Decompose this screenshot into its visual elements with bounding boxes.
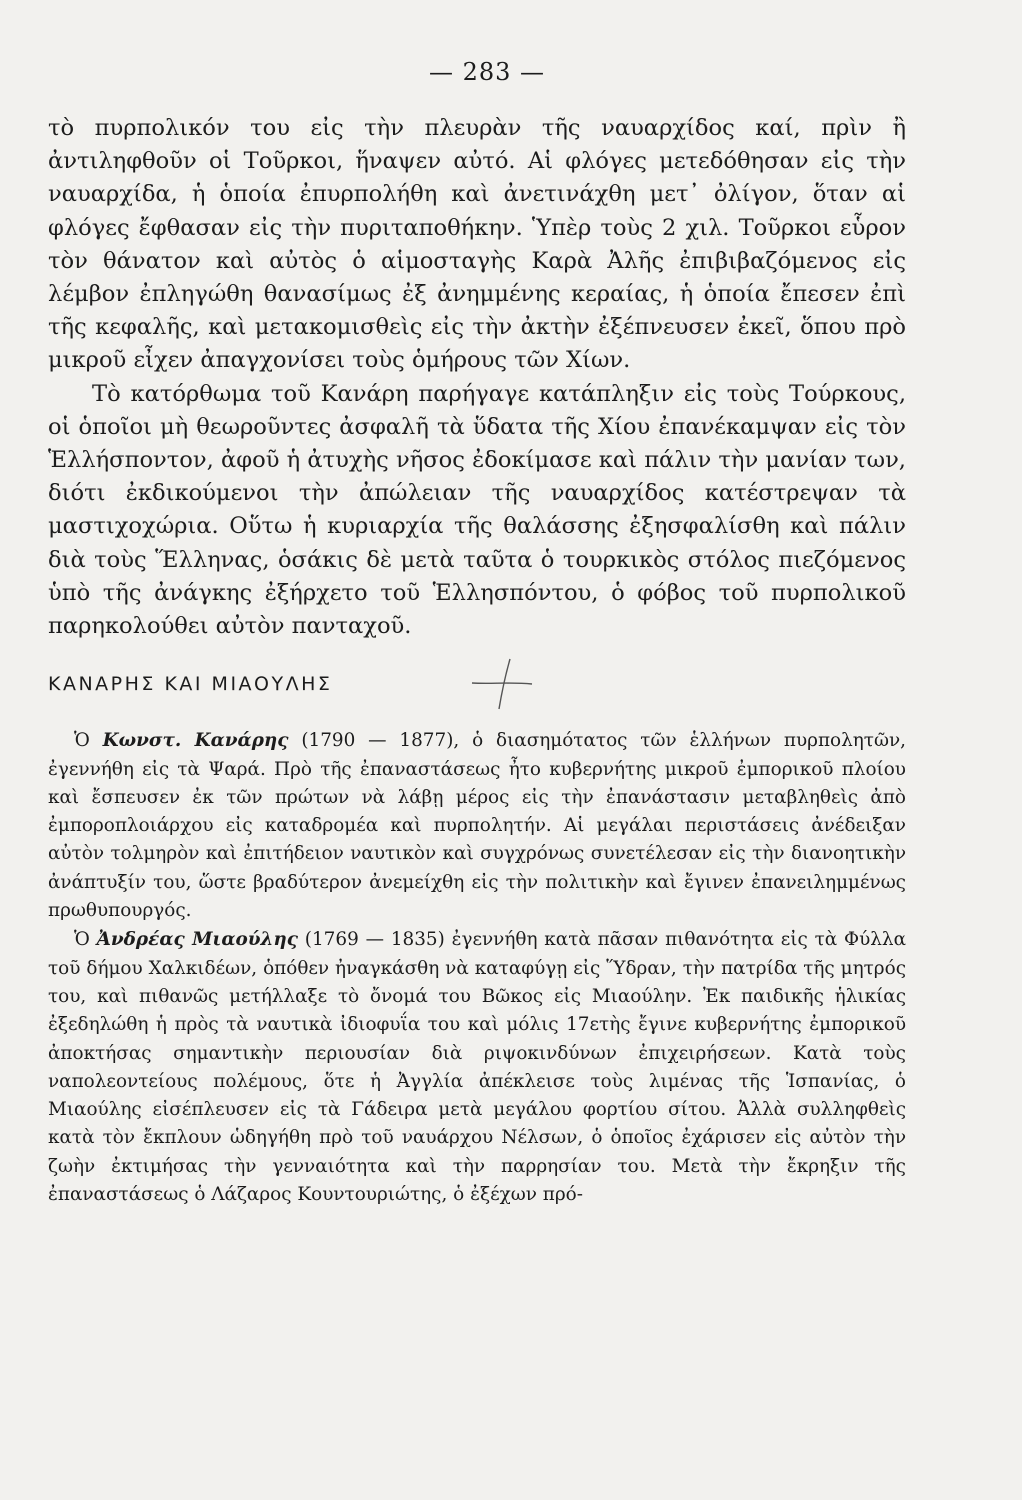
- note-name-kanaris: Κωνστ. Κανάρης: [102, 730, 289, 752]
- main-paragraph-2: Τὸ κατόρθωμα τοῦ Κανάρη παρήγαγε κατάπληξιν εἰς τοὺς Τούρκους, οἱ ὁποῖοι μὴ θεωροῦντες ἀσφαλῆ τὰ ὕδατα τῆς Χίου ἐπανέκαμψαν εἰς τὸν Ἑλλήσποντον, ἀφοῦ ἡ ἀτυχὴς νῆσος ἐδοκίμασε καὶ πάλιν τὴν μανίαν των, διότι ἐκδικούμενοι τὴν ἀπώλειαν τῆς ναυαρχίδος κατέστρεψαν τὰ μαστιχοχώρια. Οὕτω ἡ κυριαρχία τῆς θαλάσσης ἐξησφαλίσθη καὶ πάλιν διὰ τοὺς Ἕλληνας, ὁσάκις δὲ μετὰ ταῦτα ὁ τουρκικὸς στόλος πιεζόμενος ὑπὸ τῆς ἀνάγκης ἐξήρχετο τοῦ Ἑλλησπόντου, ὁ φόβος τοῦ πυρπολικοῦ παρηκολούθει αὐτὸν πανταχοῦ.: [48, 380, 906, 640]
- biographical-notes: [48, 727, 906, 1209]
- handwritten-mark-icon: [466, 653, 536, 713]
- note-lead: Ὁ: [74, 730, 103, 752]
- book-page: [48, 58, 906, 1458]
- main-paragraph-1: τὸ πυρπολικόν του εἰς τὴν πλευρὰν τῆς ναυαρχίδος καί, πρὶν ἢ ἀντιληφθοῦν οἱ Τοῦρκοι, ἥναψεν αὐτό. Αἱ φλόγες μετεδόθησαν εἰς τὴν ναυαρχίδα, ἡ ὁποία ἐπυρπολήθη καὶ ἀνετινάχθη μετ᾽ ὀλίγον, ὅταν αἱ φλόγες ἔφθασαν εἰς τὴν πυριταποθήκην. Ὑπὲρ τοὺς 2 χιλ. Τοῦρκοι εὗρον τὸν θάνατον καὶ αὐτὸς ὁ αἱμοσταγὴς Καρὰ Ἀλῆς ἐπιβιβαζόμενος εἰς λέμβον ἐπληγώθη θανασίμως ἐξ ἀνημμένης κεραίας, ἡ ὁποία ἔπεσεν ἐπὶ τῆς κεφαλῆς, καὶ μετακομισθεὶς εἰς τὴν ἀκτὴν ἐξέπνευσεν ἐκεῖ, ὅπου πρὸ μικροῦ εἶχεν ἀπαγχονίσει τοὺς ὁμήρους τῶν Χίων.: [48, 115, 906, 374]
- section-heading-text: ΚΑΝΑΡΗΣ ΚΑΙ ΜΙΑΟΥΛΗΣ: [48, 673, 333, 696]
- section-heading: [48, 671, 906, 697]
- note-miaoulis: [48, 926, 906, 1209]
- page-number: — 283 —: [428, 58, 546, 86]
- note-text-miaoulis: (1769 — 1835) ἐγεννήθη κατὰ πᾶσαν πιθανότητα εἰς τὰ Φύλλα τοῦ δήμου Χαλκιδέων, ὁπόθεν ἠναγκάσθη νὰ καταφύγῃ εἰς Ὕδραν, τὴν πατρίδα τῆς μητρός του, καὶ πιθανῶς μετήλλαξε τὸ ὄνομά του Βῶκος εἰς Μιαούλην. Ἐκ παιδικῆς ἡλικίας ἐξεδηλώθη ἡ πρὸς τὰ ναυτικὰ ἰδιοφυΐα του καὶ μόλις 17ετὴς ἔγινε κυβερνήτης ἐμπορικοῦ ἀποκτήσας σημαντικὴν περιουσίαν διὰ ριψοκινδύνων ἐπιχειρήσεων. Κατὰ τοὺς ναπολεοντείους πολέμους, ὅτε ἡ Ἀγγλία ἀπέκλεισε τοὺς λιμένας τῆς Ἱσπανίας, ὁ Μιαούλης εἰσέπλευσεν εἰς τὰ Γάδειρα μετὰ μεγάλου φορτίου σίτου. Ἀλλὰ συλληφθεὶς κατὰ τὸν ἔκπλουν ὡδηγήθη πρὸ τοῦ ναυάρχου Νέλσων, ὁ ὁποῖος ἐχάρισεν εἰς αὐτὸν τὴν ζωὴν ἐκτιμήσας τὴν γενναιότητα καὶ τὴν παρρησίαν του. Μετὰ τὴν ἔκρηξιν τῆς ἐπαναστάσεως ὁ Λάζαρος Κουντουριώτης, ὁ ἐξέχων πρό-: [48, 929, 907, 1205]
- note-kanaris: [48, 727, 906, 925]
- main-text: [48, 112, 906, 643]
- note-name-miaoulis: Ἀνδρέας Μιαούλης: [96, 929, 298, 951]
- note-lead: Ὁ: [74, 929, 97, 951]
- note-text-kanaris: (1790 — 1877), ὁ διασημότατος τῶν ἑλλήνων πυρπολητῶν, ἐγεννήθη εἰς τὰ Ψαρά. Πρὸ τῆς ἐπαναστάσεως ἦτο κυβερνήτης μικροῦ ἐμπορικοῦ πλοίου καὶ ἔσπευσεν ἐκ τῶν πρώτων νὰ λάβῃ μέρος εἰς τὴν ἐπανάστασιν μεταβληθεὶς ἀπὸ ἐμποροπλοιάρχου εἰς καταδρομέα καὶ πυρπολητήν. Αἱ μεγάλαι περιστάσεις ἀνέδειξαν αὐτὸν τολμηρὸν καὶ ἐπιτήδειον ναυτικὸν καὶ συγχρόνως συνετέλεσαν εἰς τὴν διανοητικὴν ἀνάπτυξίν του, ὥστε βραδύτερον ἀνεμείχθη εἰς τὴν πολιτικὴν καὶ ἔγινεν ἐπανειλημμένως πρωθυπουργός.: [48, 730, 906, 922]
